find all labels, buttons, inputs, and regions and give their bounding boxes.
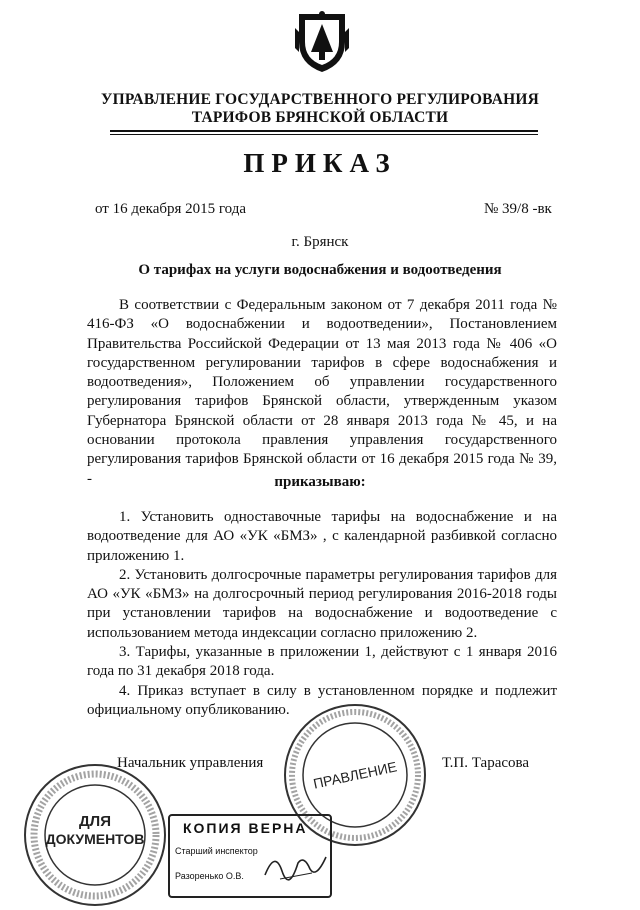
document-city: г. Брянск: [291, 234, 349, 250]
handwritten-signature-icon: [260, 845, 330, 885]
document-subject: О тарифах на услуги водоснабжения и водоотведения: [138, 262, 502, 278]
order-items-list: [87, 508, 557, 720]
copy-verified-role: Старший инспектор: [175, 846, 258, 856]
signatory-position: Начальник управления: [117, 755, 264, 771]
preamble-paragraph: В соответствии с Федеральным законом от 7 декабря 2011 года № 416-ФЗ «О водоснабжении и водоотведении», Постановлением Правительства Российской Федерации от 13 мая 2013 года № 406 «О государственном регулировании тарифов в сфере водоснабжения и водоотведения», Положением об управлении государственного регулирования тарифов Брянской области, утвержденным указом Губернатора Брянской области от 28 января 2013 года № 45, и на основании протокола правления управления государственного регулирования тарифов Брянской области от 16 декабря 2015 года № 39, -: [87, 297, 557, 487]
organization-name-line1: УПРАВЛЕНИЕ ГОСУДАРСТВЕННОГО РЕГУЛИРОВАНИЯ: [101, 91, 539, 108]
copy-verified-name: Разоренько О.В.: [175, 871, 244, 881]
documents-stamp-icon: [20, 760, 170, 910]
order-item: 4. Приказ вступает в силу в установленном порядке и подлежит официальному опубликованию.: [87, 682, 557, 718]
document-date: от 16 декабря 2015 года: [95, 201, 247, 217]
document-title: ПРИКАЗ: [243, 148, 397, 178]
documents-stamp-line2: ДОКУМЕНТОВ: [45, 831, 145, 847]
document-number: № 39/8 -вк: [484, 201, 552, 217]
order-item: 1. Установить одноставочные тарифы на водоснабжение и на водоотведение для АО «УК «БМЗ» , с календарной разбивкой согласно приложению 1.: [87, 509, 557, 564]
header-divider-thin: [110, 134, 538, 135]
coat-of-arms-icon: [293, 8, 351, 76]
organization-name-line2: ТАРИФОВ БРЯНСКОЙ ОБЛАСТИ: [191, 109, 449, 126]
copy-verified-title: КОПИЯ ВЕРНА: [183, 820, 308, 836]
signatory-name: Т.П. Тарасова: [442, 755, 530, 771]
order-item: 3. Тарифы, указанные в приложении 1, действуют с 1 января 2016 года по 31 декабря 2018 года.: [87, 644, 557, 680]
documents-stamp-line1: ДЛЯ: [79, 813, 111, 830]
order-item: 2. Установить долгосрочные параметры регулирования тарифов для АО «УК «БМЗ» на долгосрочный период регулирования 2016-2018 годы при установлении тарифов на водоснабжение и водоотведение с использованием метода индексации согласно приложению 2.: [87, 566, 557, 641]
round-stamp-label: ПРАВЛЕНИЕ: [311, 758, 399, 792]
header-divider-thick: [110, 130, 538, 132]
order-word: приказываю:: [274, 474, 366, 490]
